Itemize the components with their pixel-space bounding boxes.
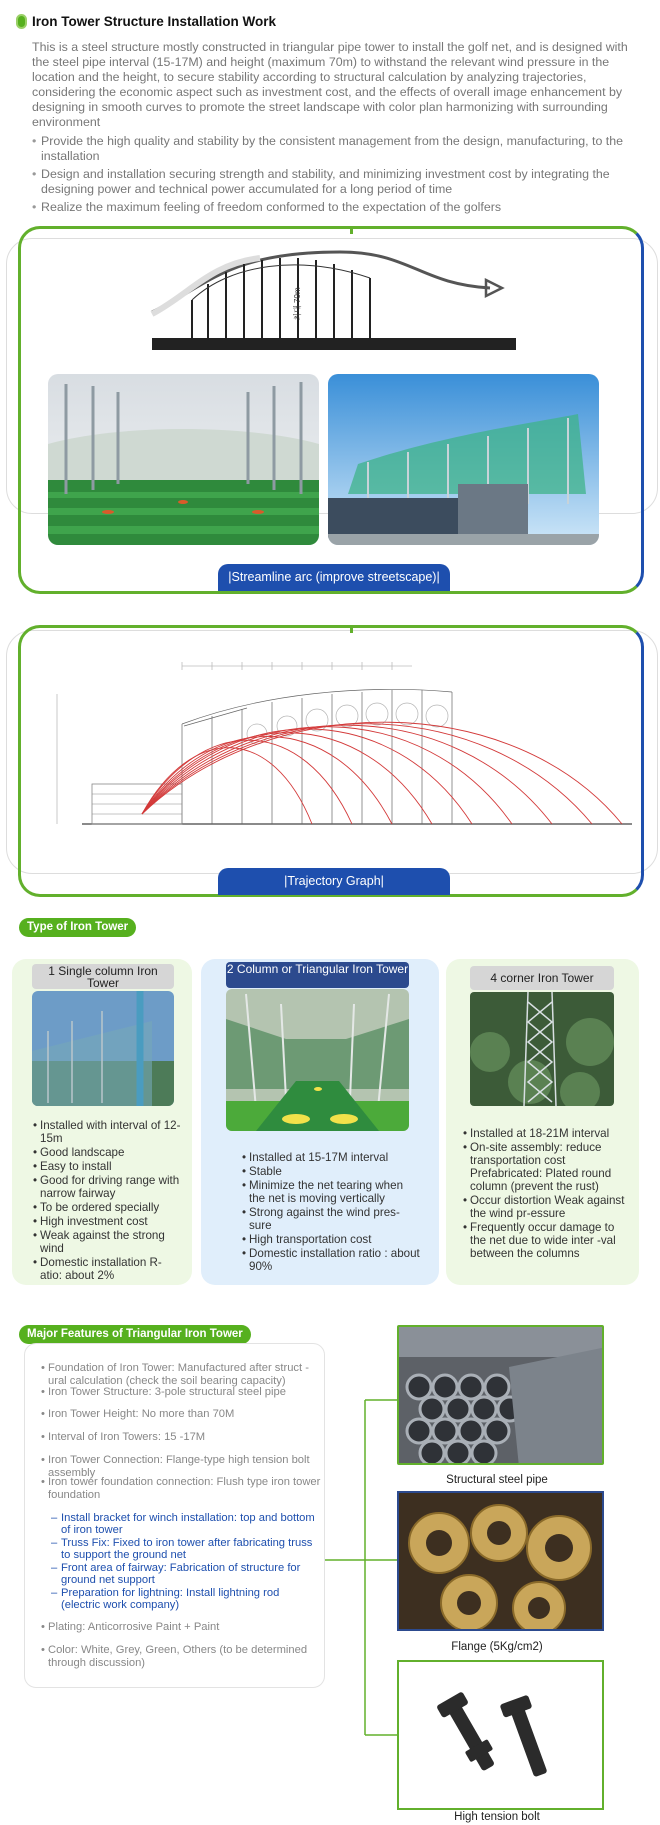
tower-type-features — [242, 1151, 422, 1274]
trajectory-caption: |Trajectory Graph| — [218, 868, 450, 895]
feature-item: • Good for driving range with narrow fairway — [33, 1174, 183, 1200]
building-net-photo — [328, 374, 599, 545]
intro-bullet: • Design and installation securing strength and stability, and minimizing investment cost by integrating the designing power and technical power accumulated for a long period of time — [32, 167, 642, 196]
features-box — [24, 1343, 325, 1688]
driving-range-photo — [48, 374, 319, 545]
page-title: Iron Tower Structure Installation Work — [32, 14, 277, 29]
feature-item: • Easy to install — [33, 1160, 183, 1173]
feature-item: • Foundation of Iron Tower: Manufactured after struct -ural calculation (check the soil bearing capacity) — [41, 1362, 321, 1387]
feature-item: • Plating: Anticorrosive Paint + Paint — [41, 1621, 321, 1634]
feature-item: • Installed at 15-17M interval — [242, 1151, 422, 1164]
connector-lines — [325, 1395, 400, 1770]
tower-type-card-4corner — [446, 959, 639, 1285]
feature-item: • To be ordered specially — [33, 1201, 183, 1214]
feature-item: • Domestic installation ratio : about 90% — [242, 1247, 422, 1273]
feature-item: • Stable — [242, 1165, 422, 1178]
feature-item: • Iron Tower Structure: 3-pole structural steel pipe — [41, 1386, 321, 1399]
feature-item: • Weak against the strong wind — [33, 1229, 183, 1255]
intro-bullets — [32, 134, 642, 219]
trajectory-diagram — [32, 654, 632, 854]
triangular-tower-photo — [226, 989, 409, 1131]
feature-sub-item: – Front area of fairway: Fabrication of structure for ground net support — [51, 1562, 321, 1586]
streamline-caption: |Streamline arc (improve streetscape)| — [218, 564, 450, 591]
title-row — [16, 14, 276, 29]
tower-type-features — [33, 1119, 183, 1283]
features-section-tab: Major Features of Triangular Iron Tower — [19, 1325, 251, 1344]
types-section-tab: Type of Iron Tower — [19, 918, 136, 937]
feature-item: • On-site assembly: reduce transportation cost Prefabricated: Plated round column (prevent the rust) — [463, 1141, 633, 1193]
product-caption: Flange (5Kg/cm2) — [451, 1641, 543, 1653]
feature-item: • Installed at 18-21M interval — [463, 1127, 633, 1140]
feature-item: • Minimize the net tearing when the net is moving vertically — [242, 1179, 422, 1205]
tower-type-title: 4 corner Iron Tower — [470, 966, 614, 990]
feature-item: • Frequently occur damage to the net due to wide inter -val between the columns — [463, 1221, 633, 1260]
single-column-photo — [32, 991, 174, 1106]
feature-item: • Interval of Iron Towers: 15 -17M — [41, 1431, 321, 1444]
feature-item: • Color: White, Grey, Green, Others (to be determined through discussion) — [41, 1644, 321, 1669]
tower-type-title: 2 Column or Triangular Iron Tower — [226, 962, 409, 988]
feature-sub-item: – Truss Fix: Fixed to iron tower after fabricating truss to support the ground net — [51, 1537, 321, 1561]
feature-item: • Occur distortion Weak against the wind pr-essure — [463, 1194, 633, 1220]
feature-item: • High investment cost — [33, 1215, 183, 1228]
feature-sub-item: – Preparation for lightning: Install lightning rod (electric work company) — [51, 1587, 321, 1611]
feature-item: • Iron tower foundation connection: Flush type iron tower foundation — [41, 1476, 321, 1501]
feature-item: • Iron Tower Height: No more than 70M — [41, 1408, 321, 1421]
tower-type-card-triangular — [201, 959, 439, 1285]
intro-text: This is a steel structure mostly constructed in triangular pipe tower to install the golf net, and is designed with the steel pipe interval (15-17M) and height (maximum 70m) to withstand the relevant wind pressure in the location and the height, to secure stability according to structural calculation by analyzing trajectories, considering the economic aspect such as investment cost, and the effects of overall image enhancement by designing in smooth curves to promote the street landscape with color plan harmonizing with surrounding environment — [32, 40, 628, 129]
intro-bullet: • Realize the maximum feeling of freedom conformed to the expectation of the golfers — [32, 200, 642, 215]
intro-bullet: • Provide the high quality and stability by the consistent management from the design, manufacturing, to the installation — [32, 134, 642, 163]
panel-divider — [350, 226, 353, 234]
feature-item: • Installed with interval of 12-15m — [33, 1119, 183, 1145]
feature-item: • Good landscape — [33, 1146, 183, 1159]
feature-item: • High transportation cost — [242, 1233, 422, 1246]
panel-divider — [350, 625, 353, 633]
tower-type-title: 1 Single column Iron Tower — [32, 964, 174, 989]
product-caption: Structural steel pipe — [446, 1474, 548, 1486]
feature-item: • Iron Tower Connection: Flange-type high tension bolt assembly — [41, 1454, 321, 1479]
tower-type-features — [463, 1127, 633, 1261]
streamline-diagram — [150, 244, 522, 356]
high-tension-bolt-photo — [397, 1660, 604, 1810]
flange-photo — [397, 1491, 604, 1631]
feature-item: • Domestic installation R-atio: about 2% — [33, 1256, 183, 1282]
title-bullet-icon — [16, 14, 27, 29]
structural-steel-pipe-photo — [397, 1325, 604, 1465]
height-label: 최대 70m — [293, 287, 302, 321]
product-caption: High tension bolt — [454, 1811, 540, 1823]
feature-sub-item: – Install bracket for winch installation: top and bottom of iron tower — [51, 1512, 321, 1536]
feature-item: • Strong against the wind pres-sure — [242, 1206, 422, 1232]
tower-type-card-single — [12, 959, 192, 1285]
4corner-tower-photo — [470, 992, 614, 1106]
